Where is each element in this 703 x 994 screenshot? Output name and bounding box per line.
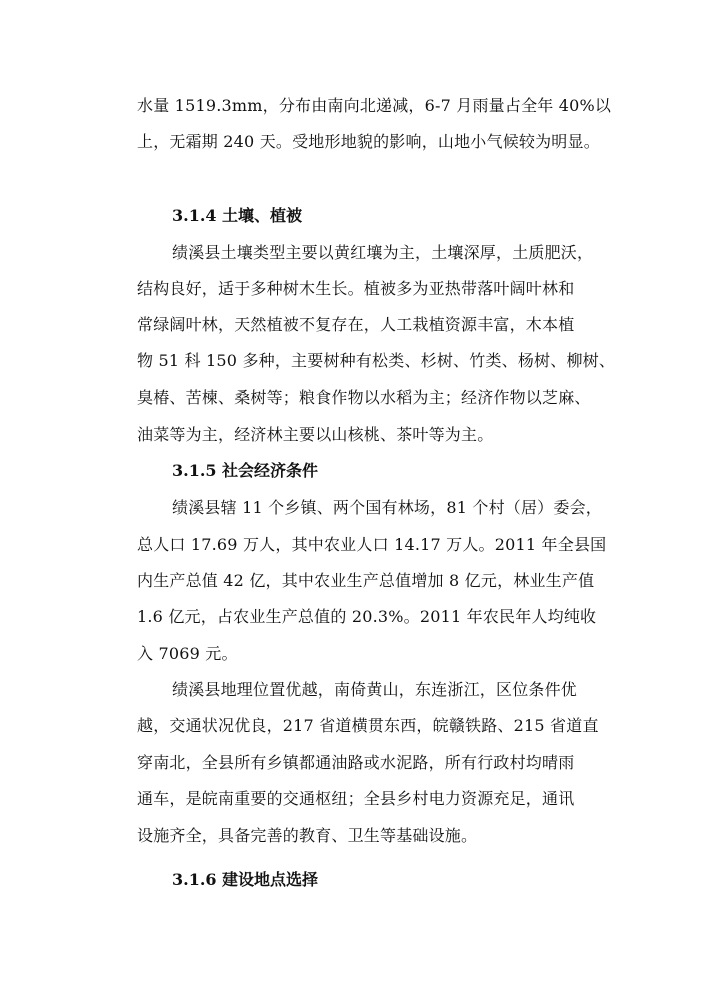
body-line: 入 7069 元。 (137, 644, 238, 663)
section-title: 社会经济条件 (222, 461, 319, 480)
body-line: 常绿阔叶林，天然植被不复存在，人工栽植资源丰富，木本植 (137, 315, 575, 334)
body-line: 臭椿、苦楝、桑树等；粮食作物以水稻为主；经济作物以芝麻、 (137, 388, 591, 407)
body-line: 设施齐全，具备完善的教育、卫生等基础设施。 (137, 826, 478, 845)
body-line: 1.6 亿元，占农业生产总值的 20.3%。2011 年农民年人均纯收 (137, 607, 597, 626)
body-line: 油菜等为主，经济林主要以山核桃、茶叶等为主。 (137, 425, 494, 444)
body-line: 物 51 科 150 多种，主要树种有松类、杉树、竹类、杨树、柳树、 (137, 351, 616, 370)
section-number: 3.1.5 (172, 461, 217, 480)
section-title: 土壤、植被 (222, 206, 303, 225)
body-line: 绩溪县地理位置优越，南倚黄山，东连浙江，区位条件优 (172, 680, 578, 699)
section-heading (172, 869, 318, 891)
body-line: 穿南北，全县所有乡镇都通油路或水泥路，所有行政村均晴雨 (137, 753, 575, 772)
body-line: 越，交通状况优良，217 省道横贯东西，皖赣铁路、215 省道直 (137, 716, 599, 735)
body-line: 上，无霜期 240 天。受地形地貌的影响，山地小气候较为明显。 (137, 132, 600, 151)
section-title: 建设地点选择 (222, 870, 319, 889)
body-line: 内生产总值 42 亿，其中农业生产总值增加 8 亿元，林业生产值 (137, 571, 595, 590)
body-line: 结构良好，适于多种树木生长。植被多为亚热带落叶阔叶林和 (137, 279, 575, 298)
body-line: 绩溪县土壤类型主要以黄红壤为主，土壤深厚，土质肥沃， (172, 243, 594, 262)
body-line: 通车，是皖南重要的交通枢纽；全县乡村电力资源充足，通讯 (137, 789, 575, 808)
section-heading (172, 460, 318, 482)
section-number: 3.1.4 (172, 206, 217, 225)
section-heading (172, 205, 302, 227)
body-line: 水量 1519.3mm，分布由南向北递减，6-7 月雨量占全年 40%以 (137, 96, 612, 115)
section-number: 3.1.6 (172, 870, 217, 889)
body-line: 总人口 17.69 万人，其中农业人口 14.17 万人。2011 年全县国 (137, 535, 607, 554)
body-line: 绩溪县辖 11 个乡镇、两个国有林场，81 个村（居）委会， (172, 498, 602, 517)
